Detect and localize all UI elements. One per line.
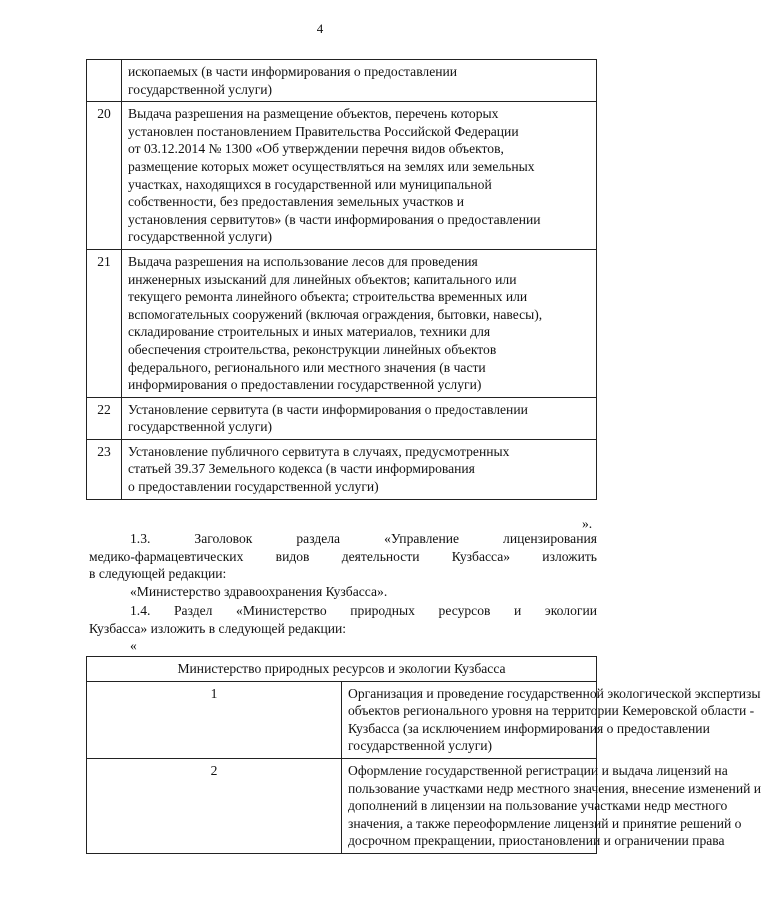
row-text-line: текущего ремонта линейного объекта; строительства временных или: [128, 289, 528, 305]
row-number: 23: [87, 439, 122, 499]
open-quote: «: [130, 638, 137, 654]
row-text-line: объектов регионального уровня на территории Кемеровской области -: [348, 703, 755, 719]
row-text-line: Установление сервитута (в части информирования о предоставлении: [128, 401, 528, 417]
row-number: 21: [87, 249, 122, 397]
row-text-line: установлен постановлением Правительства Российской Федерации: [128, 123, 519, 139]
row-text-line: участках, находящихся в государственной или муниципальной: [128, 176, 492, 192]
row-text-line: о предоставлении государственной услуги): [128, 479, 379, 495]
row-text: [122, 439, 597, 499]
table-row: [87, 60, 597, 102]
row-text-line: государственной услуги): [128, 81, 273, 97]
row-number: [87, 60, 122, 102]
row-text-line: Кузбасса (за исключением информирования о предоставлении: [348, 720, 710, 736]
row-number: 22: [87, 397, 122, 439]
row-text-line: пользование участками недр местного значения, внесение изменений и: [348, 780, 761, 796]
row-text-line: обеспечения строительства, реконструкции линейных объектов: [128, 341, 497, 357]
row-text-line: государственной услуги): [348, 738, 493, 754]
row-text-line: государственной услуги): [128, 419, 273, 435]
page-number: 4: [316, 21, 324, 36]
row-text-line: государственной услуги): [128, 229, 273, 245]
row-text-line: Организация и проведение государственной экологической экспертизы: [348, 685, 761, 701]
closing-quote: ».: [582, 516, 593, 531]
row-text: [342, 681, 761, 758]
paragraph-1-3-line-1: 1.3. Заголовок раздела «Управление лицензирования: [130, 531, 597, 546]
row-number: 2: [87, 758, 342, 853]
services-table-continued: [86, 59, 597, 500]
row-text: [122, 102, 597, 250]
paragraph-1-4: [89, 602, 597, 655]
row-text-line: размещение которых может осуществляться на землях или земельных: [128, 158, 535, 174]
paragraph-1-4-line-1: 1.4. Раздел «Министерство природных ресурсов и экологии: [130, 603, 597, 618]
table-header-row: [87, 657, 597, 682]
ministry-services-table: [86, 656, 761, 854]
row-text-line: складирование строительных и иных материалов, техники для: [128, 324, 491, 340]
row-text-line: Выдача разрешения на использование лесов для проведения: [128, 253, 478, 269]
table-row: [87, 681, 597, 758]
row-text-line: Установление публичного сервитута в случаях, предусмотренных: [128, 443, 510, 459]
row-text-line: установления сервитутов» (в части информирования о предоставлении: [128, 211, 541, 227]
row-text: [122, 397, 597, 439]
paragraph-1-3-line-3: в следующей редакции:: [89, 566, 227, 582]
row-text-line: досрочном прекращении, приостановлении и ограничении права: [348, 833, 725, 849]
row-text-line: статьей 39.37 Земельного кодекса (в части информирования: [128, 461, 475, 477]
row-text-line: вспомогательных сооружений (включая ограждения, бытовки, навесы),: [128, 306, 543, 322]
paragraph-1-4-line-2: Кузбасса» изложить в следующей редакции:: [89, 620, 347, 636]
table-row: [87, 249, 597, 397]
row-text-line: информирования о предоставлении государственной услуги): [128, 377, 482, 393]
ministry-header: Министерство природных ресурсов и экологии Кузбасса: [87, 657, 597, 682]
row-text-line: собственности, без предоставления земельных участков и: [128, 194, 465, 210]
row-text-line: ископаемых (в части информирования о предоставлении: [128, 64, 458, 79]
paragraph-1-3: [89, 530, 597, 600]
row-text: [342, 758, 761, 853]
row-text-line: федерального, регионального или местного значения (в части: [128, 359, 486, 375]
row-text-line: инженерных изысканий для линейных объектов; капитального или: [128, 271, 517, 287]
paragraph-1-3-line-2: медико-фармацевтических видов деятельности Кузбасса» изложить: [89, 548, 597, 564]
table-row: [87, 439, 597, 499]
row-text-line: дополнений в лицензии на пользование участками недр местного: [348, 798, 728, 814]
row-text-line: значения, а также переоформление лицензий и принятие решений о: [348, 815, 742, 831]
row-text: [122, 249, 597, 397]
row-text-line: от 03.12.2014 № 1300 «Об утверждении перечня видов объектов,: [128, 141, 504, 157]
table-row: [87, 102, 597, 250]
table-row: [87, 758, 597, 853]
paragraph-1-3-quote: «Министерство здравоохранения Кузбасса».: [130, 583, 388, 599]
row-number: 1: [87, 681, 342, 758]
row-text-line: Оформление государственной регистрации и выдача лицензий на: [348, 762, 728, 778]
table-row: [87, 397, 597, 439]
row-number: 20: [87, 102, 122, 250]
row-text: [122, 60, 597, 102]
row-text-line: Выдача разрешения на размещение объектов, перечень которых: [128, 106, 499, 122]
